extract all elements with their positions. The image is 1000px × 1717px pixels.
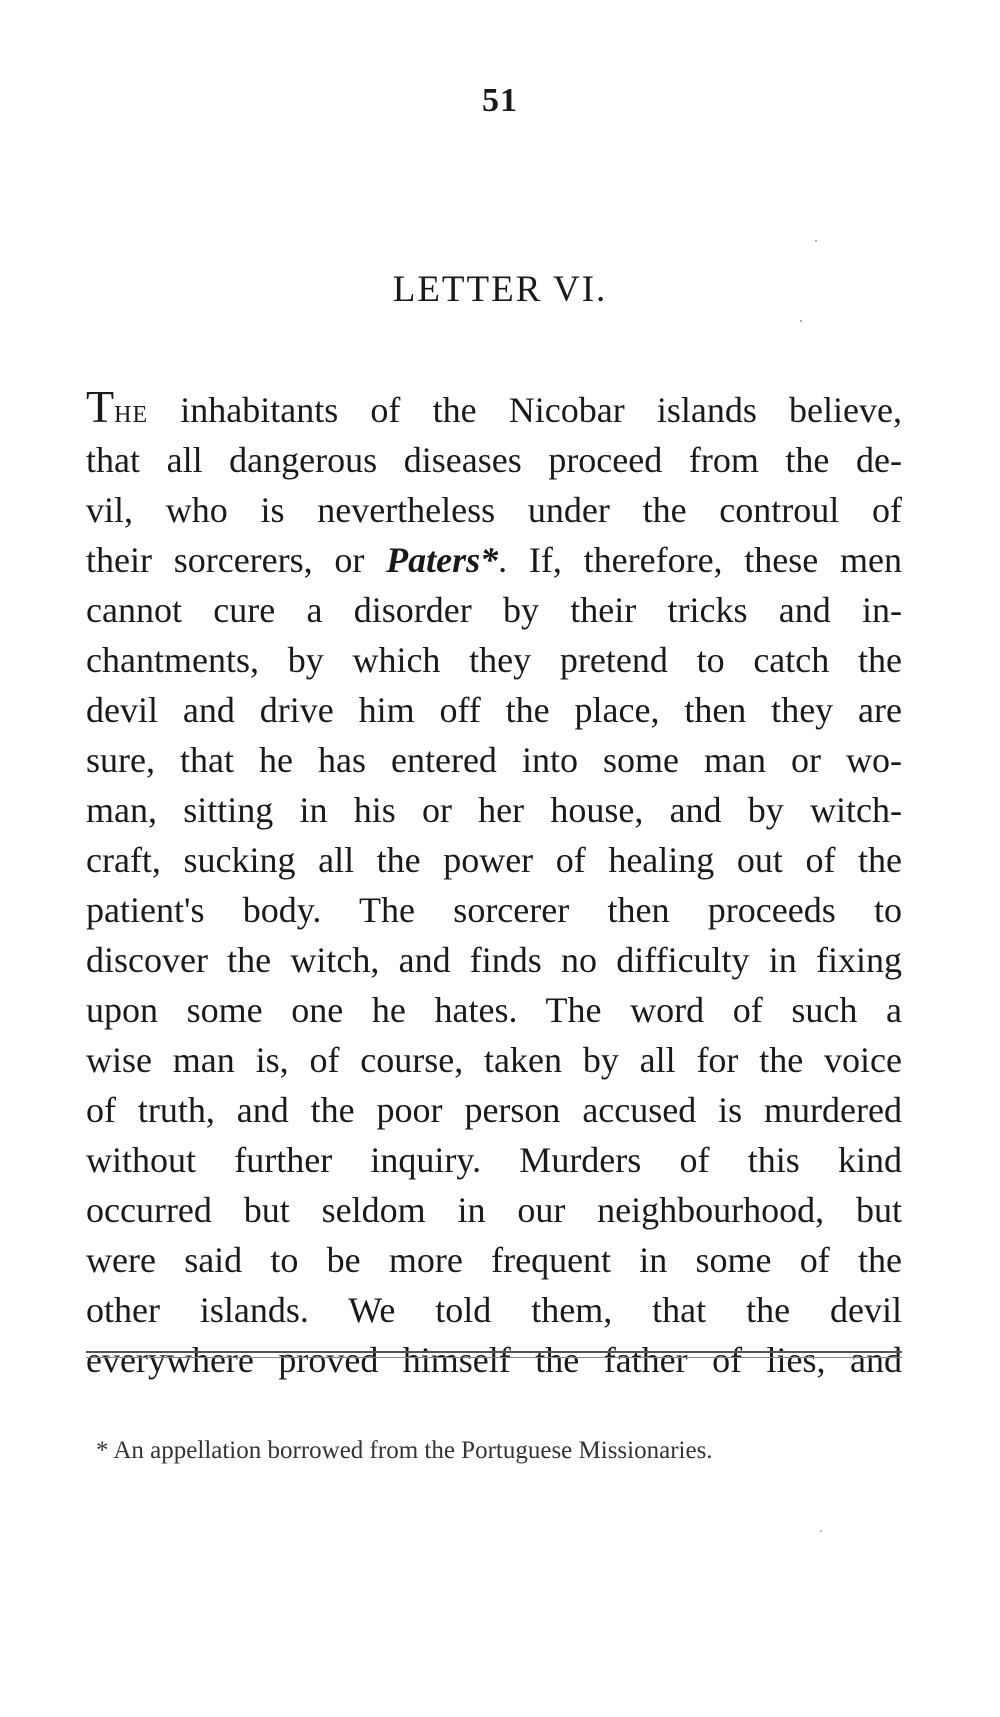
text-line: everywhere proved himself the father of lies, and	[86, 1340, 902, 1380]
text-line: other islands. We told them, that the devil	[86, 1290, 902, 1330]
text-line: man, sitting in his or her house, and by witch-	[86, 790, 902, 830]
line-text: inhabitants of the Nicobar islands believe,	[148, 390, 902, 430]
text-line: discover the witch, and finds no difficulty in fixing	[86, 940, 902, 980]
text-line: craft, sucking all the power of healing out of the	[86, 840, 902, 880]
text-line: were said to be more frequent in some of the	[86, 1240, 902, 1280]
line-text: their sorcerers, or	[86, 540, 387, 580]
text-line	[86, 535, 902, 585]
footnote: * An appellation borrowed from the Portuguese Missionaries.	[96, 1437, 713, 1464]
text-line: of truth, and the poor person accused is murdered	[86, 1090, 902, 1130]
drop-cap: T	[86, 385, 115, 432]
speck	[820, 1530, 822, 1532]
speck	[800, 320, 802, 322]
text-line: cannot cure a disorder by their tricks and in-	[86, 590, 902, 630]
page-number: 51	[482, 82, 518, 119]
text-line: devil and drive him off the place, then they are	[86, 690, 902, 730]
small-caps: HE	[114, 402, 149, 428]
text-line: that all dangerous diseases proceed from the de-	[86, 440, 902, 480]
footnote-rule	[86, 1351, 902, 1353]
speck	[815, 240, 817, 242]
body-text	[86, 385, 902, 1385]
text-line: wise man is, of course, taken by all for the voice	[86, 1040, 902, 1080]
text-line: vil, who is nevertheless under the controul of	[86, 490, 902, 530]
text-line: upon some one he hates. The word of such a	[86, 990, 902, 1030]
text-line: patient's body. The sorcerer then proceeds to	[86, 890, 902, 930]
italic-term: Paters*	[386, 540, 499, 580]
text-line	[86, 385, 902, 435]
text-line: occurred but seldom in our neighbourhood, but	[86, 1190, 902, 1230]
footnote-rule	[86, 1357, 902, 1358]
line-text: . If, therefore, these men	[498, 540, 902, 580]
text-line: sure, that he has entered into some man or wo-	[86, 740, 902, 780]
text-line: without further inquiry. Murders of this kind	[86, 1140, 902, 1180]
chapter-heading: LETTER VI.	[392, 269, 608, 310]
text-line: chantments, by which they pretend to catch the	[86, 640, 902, 680]
